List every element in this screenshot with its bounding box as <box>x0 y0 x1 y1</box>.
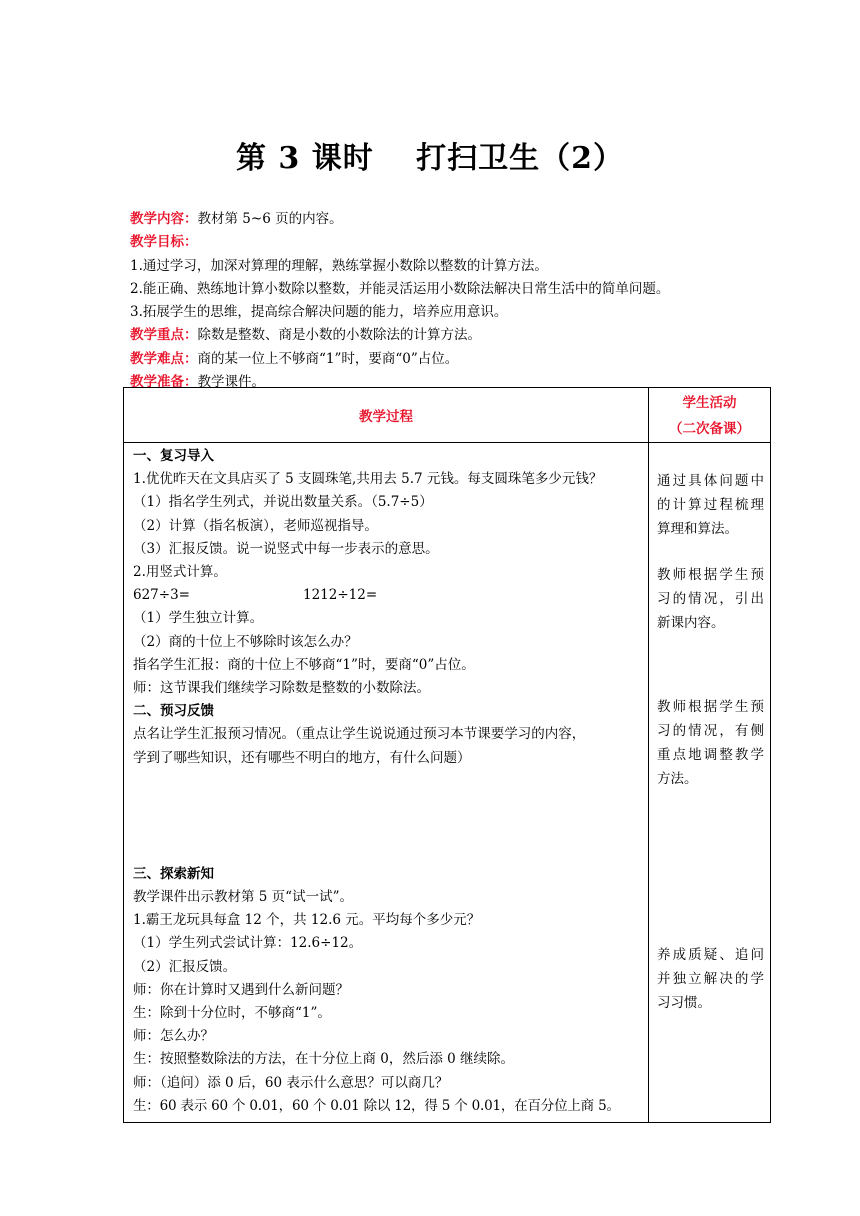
process-line: 生：除到十分位时，不够商“1”。 <box>133 1005 331 1022</box>
objective-item: 3.拓展学生的思维，提高综合解决问题的能力，培养应用意识。 <box>130 304 508 321</box>
table-body-row <box>124 443 771 1123</box>
meta-label: 教学难点： <box>130 350 198 367</box>
section-heading: 二、预习反馈 <box>133 703 214 720</box>
process-line: （2）计算（指名板演），老师巡视指导。 <box>133 517 378 534</box>
page-title: 第 3 课时 打扫卫生（2） <box>235 141 625 176</box>
meta-label: 教学准备： <box>130 374 198 391</box>
process-line: 师：你在计算时又遇到什么新问题？ <box>133 981 349 998</box>
calc-row <box>133 584 644 607</box>
process-line: （3）汇报反馈。说一说竖式中每一步表示的意思。 <box>133 540 439 557</box>
process-line: 师：怎么办？ <box>133 1028 214 1045</box>
process-line: （1）指名学生列式，并说出数量关系。（5.7÷5） <box>133 494 433 511</box>
meta-difficulty <box>130 348 770 371</box>
process-line: 指名学生汇报：商的十位上不够商“1”时，要商“0”占位。 <box>133 656 475 673</box>
objective-item: 2.能正确、熟练地计算小数除以整数，并能灵活运用小数除法解决日常生活中的简单问题。 <box>130 280 670 297</box>
process-line: （2）商的十位上不够除时该怎么办？ <box>133 633 358 650</box>
process-line: 点名让学生汇报预习情况。（重点让学生说说通过预习本节课要学习的内容， <box>133 726 586 743</box>
lesson-meta <box>130 208 770 394</box>
spacer <box>657 791 764 943</box>
section-heading: 一、复习导入 <box>133 448 214 464</box>
spacer <box>657 443 764 469</box>
calc-item: 1212÷12= <box>303 587 378 604</box>
activity-note: 养成质疑、追问并独立解决的学习习惯。 <box>657 947 764 1011</box>
activity-note: 通过具体问题中的计算过程梳理算理和算法。 <box>657 473 764 537</box>
process-line: 1.霸王龙玩具每盒 12 个，共 12.6 元。平均每个多少元？ <box>133 912 481 929</box>
meta-text: 教材第 5~6 页的内容。 <box>197 211 343 227</box>
header-side-line: 学生活动 <box>682 395 737 411</box>
activity-note: 教师根据学生预习的情况，引出新课内容。 <box>657 567 764 631</box>
calc-item: 627÷3= <box>133 587 190 604</box>
meta-label: 教学内容： <box>130 211 198 227</box>
header-student-activity <box>649 388 771 443</box>
process-line: （1）学生独立计算。 <box>133 610 264 627</box>
meta-text: 教学课件。 <box>197 374 265 391</box>
spacer <box>657 541 764 563</box>
spacer <box>657 635 764 695</box>
meta-text: 除数是整数、商是小数的小数除法的计算方法。 <box>197 327 481 344</box>
meta-label: 教学重点： <box>130 327 198 344</box>
process-line: （2）汇报反馈。 <box>133 958 237 975</box>
meta-text: 商的某一位上不够商“1”时，要商“0”占位。 <box>197 350 459 367</box>
lesson-table <box>123 387 771 1123</box>
process-line: 1.优优昨天在文具店买了 5 支圆珠笔,共用去 5.7 元钱。每支圆珠笔多少元钱？ <box>133 471 603 488</box>
objective-item: 1.通过学习，加深对算理的理解，熟练掌握小数除以整数的计算方法。 <box>130 257 548 274</box>
process-line: 生：按照整数除法的方法，在十分位上商 0，然后添 0 继续除。 <box>133 1051 515 1068</box>
process-line: 师：（追问）添 0 后，60 表示什么意思？可以商几？ <box>133 1074 449 1091</box>
meta-content <box>130 208 770 231</box>
meta-label: 教学目标： <box>130 234 198 251</box>
meta-key-point <box>130 324 770 347</box>
process-line: （1）学生列式尝试计算：12.6÷12。 <box>133 935 363 952</box>
activity-cell <box>649 443 771 1123</box>
header-teaching-process: 教学过程 <box>124 388 649 443</box>
process-line: 2.用竖式计算。 <box>133 564 227 581</box>
process-line: 生：60 表示 60 个 0.01，60 个 0.01 除以 12，得 5 个 0.01，在百分位上商 5。 <box>133 1097 620 1114</box>
activity-note: 教师根据学生预习的情况，有侧重点地调整教学方法。 <box>657 699 764 787</box>
process-line: 教学课件出示教材第 5 页“试一试”。 <box>133 889 353 906</box>
blank-space <box>133 770 644 863</box>
process-line: 师：这节课我们继续学习除数是整数的小数除法。 <box>133 680 430 697</box>
meta-objectives <box>130 231 770 254</box>
table-header-row <box>124 388 771 443</box>
process-line: 学到了哪些知识，还有哪些不明白的地方，有什么问题） <box>133 749 471 766</box>
process-cell <box>124 443 649 1123</box>
section-heading: 三、探索新知 <box>133 865 214 882</box>
header-side-line: （二次备课） <box>669 421 750 437</box>
